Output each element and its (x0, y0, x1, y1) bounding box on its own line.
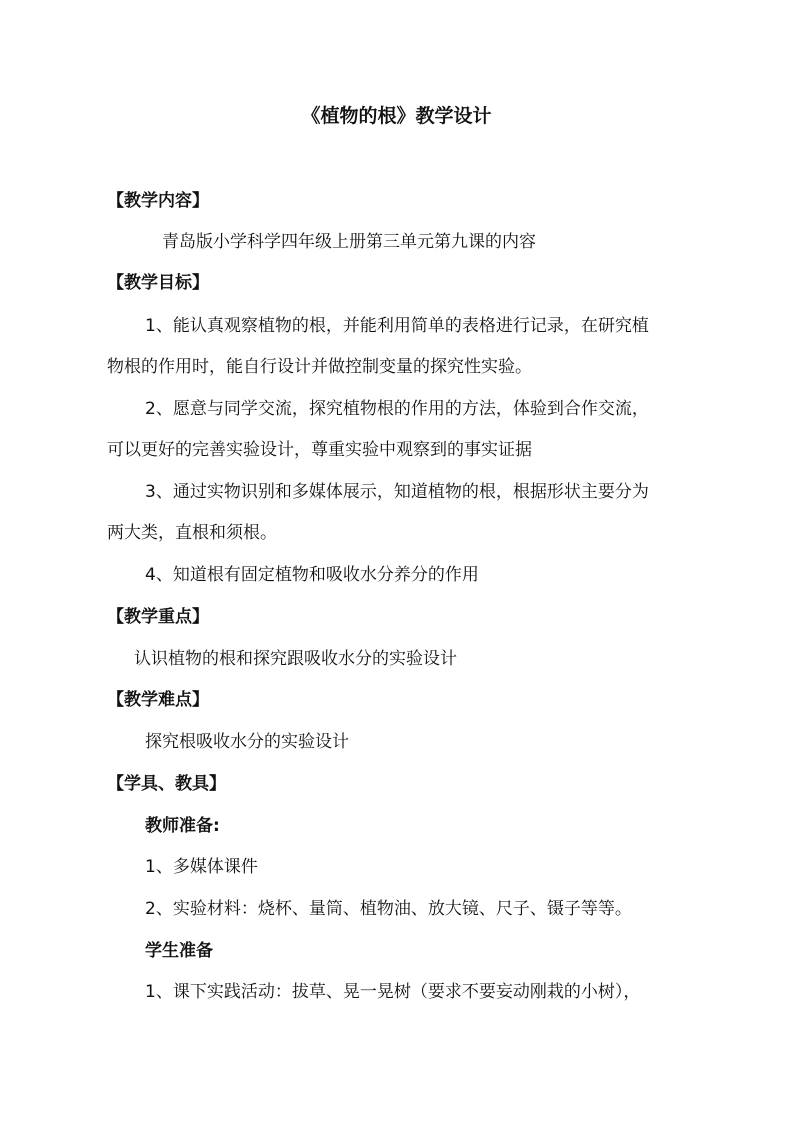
goal-1-line-2: 物根的作用时，能自行设计并做控制变量的探究性实验。 (107, 357, 532, 377)
goal-2-line-2: 可以更好的完善实验设计，尊重实验中观察到的事实证据 (107, 440, 532, 460)
heading-materials: 【学具、教具】 (107, 774, 226, 794)
heading-teaching-goals: 【教学目标】 (107, 273, 209, 293)
teaching-content-text: 青岛版小学科学四年级上册第三单元第九课的内容 (162, 232, 536, 252)
teacher-prep-label: 教师准备: (145, 816, 220, 836)
page-title: 《植物的根》教学设计 (301, 105, 492, 127)
heading-key-points: 【教学重点】 (107, 607, 209, 627)
student-prep-label: 学生准备 (145, 941, 213, 961)
heading-teaching-content: 【教学内容】 (107, 191, 209, 211)
heading-difficulty: 【教学难点】 (107, 690, 209, 710)
goal-1-line-1: 1、能认真观察植物的根，并能利用简单的表格进行记录，在研究植 (145, 316, 649, 336)
key-points-text: 认识植物的根和探究跟吸收水分的实验设计 (134, 649, 457, 669)
difficulty-text: 探究根吸收水分的实验设计 (145, 732, 349, 752)
teacher-prep-item-2: 2、实验材料：烧杯、量筒、植物油、放大镜、尺子、镊子等等。 (145, 899, 632, 919)
student-prep-item-1: 1、课下实践活动：拔草、晃一晃树（要求不要妄动刚栽的小树）， (145, 982, 641, 1002)
goal-2-line-1: 2、愿意与同学交流，探究植物根的作用的方法，体验到合作交流， (145, 399, 649, 419)
goal-4-line-1: 4、知道根有固定植物和吸收水分养分的作用 (145, 565, 479, 585)
goal-3-line-2: 两大类，直根和须根。 (107, 523, 277, 543)
teacher-prep-item-1: 1、多媒体课件 (145, 857, 258, 877)
goal-3-line-1: 3、通过实物识别和多媒体展示，知道植物的根，根据形状主要分为 (145, 482, 649, 502)
